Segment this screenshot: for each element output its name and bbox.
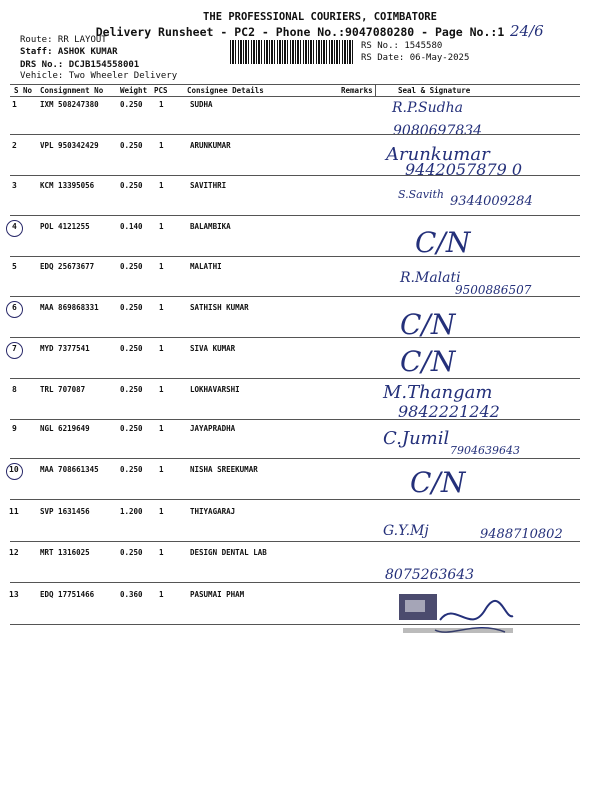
row-sno: 10 <box>9 465 19 474</box>
rubber-stamp <box>395 590 520 645</box>
row-signature: C.Jumil <box>383 428 450 449</box>
row-sno: 13 <box>9 590 19 599</box>
row-separator <box>10 458 580 459</box>
row-sno: 11 <box>9 507 19 516</box>
row-signature: 8075263643 <box>385 567 475 583</box>
row-pcs: 1 <box>159 181 164 190</box>
row-pcs: 1 <box>159 262 164 271</box>
row-weight: 0.250 <box>120 181 143 190</box>
staff: Staff: ASHOK KUMAR <box>20 47 118 57</box>
row-pcs: 1 <box>159 465 164 474</box>
row-signature-phone: 9442057879 0 <box>405 160 523 179</box>
row-weight: 0.250 <box>120 385 143 394</box>
header-top-line <box>10 84 580 85</box>
row-weight: 0.250 <box>120 548 143 557</box>
row-signature: M.Thangam <box>383 382 493 403</box>
row-sno: 6 <box>12 303 17 312</box>
rs-number: RS No.: 1545580 <box>361 41 443 51</box>
row-consignment: TRL 707087 <box>40 385 86 394</box>
row-consignment: MAA 869868331 <box>40 303 99 312</box>
row-consignment: IXM 508247380 <box>40 100 99 109</box>
row-weight: 0.140 <box>120 222 143 231</box>
row-signature-phone: 9344009284 <box>450 194 533 209</box>
row-separator <box>10 296 580 297</box>
row-signature-phone: 7904639643 <box>450 444 520 457</box>
row-pcs: 1 <box>159 548 164 557</box>
row-consignee: NISHA SREEKUMAR <box>190 465 258 474</box>
row-consignee: ARUNKUMAR <box>190 141 231 150</box>
row-pcs: 1 <box>159 100 164 109</box>
col-weight: Weight <box>120 86 148 95</box>
row-consignee: SATHISH KUMAR <box>190 303 249 312</box>
row-consignee: PASUMAI PHAM <box>190 590 245 599</box>
row-consignee: SUDHA <box>190 100 213 109</box>
row-pcs: 1 <box>159 590 164 599</box>
row-pcs: 1 <box>159 507 164 516</box>
runsheet-title: Delivery Runsheet - PC2 - Phone No.:9047080280 - Page No.:1 <box>95 25 505 39</box>
row-separator <box>10 419 580 420</box>
row-separator <box>10 175 580 176</box>
row-signature-phone: 9080697834 <box>393 123 483 139</box>
col-pcs: PCS <box>154 86 168 95</box>
row-separator <box>10 499 580 500</box>
row-weight: 0.250 <box>120 344 143 353</box>
row-pcs: 1 <box>159 141 164 150</box>
row-signature: S.Savith <box>398 188 444 201</box>
row-sno: 8 <box>12 385 17 394</box>
row-sno: 9 <box>12 424 17 433</box>
col-consignee: Consignee Details <box>187 86 264 95</box>
row-separator <box>10 134 580 135</box>
row-separator <box>10 337 580 338</box>
row-signature: Arunkumar <box>386 144 490 165</box>
row-weight: 0.250 <box>120 303 143 312</box>
row-signature: C/N <box>400 345 456 378</box>
row-consignment: POL 4121255 <box>40 222 90 231</box>
handwritten-page-note: 24/6 <box>510 22 544 40</box>
row-consignment: MAA 708661345 <box>40 465 99 474</box>
row-signature: R.P.Sudha <box>392 100 463 116</box>
row-separator <box>10 541 580 542</box>
row-signature-phone: 9842221242 <box>398 402 500 421</box>
row-weight: 0.360 <box>120 590 143 599</box>
row-signature-phone: 9488710802 <box>480 527 563 542</box>
row-consignment: EDQ 25673677 <box>40 262 95 271</box>
row-sno: 12 <box>9 548 19 557</box>
row-signature: G.Y.Mj <box>383 523 429 539</box>
row-separator <box>10 378 580 379</box>
row-consignee: MALATHI <box>190 262 222 271</box>
row-sno: 2 <box>12 141 17 150</box>
row-sno: 1 <box>12 100 17 109</box>
row-pcs: 1 <box>159 222 164 231</box>
row-separator <box>10 582 580 583</box>
row-signature: R.Malati <box>400 270 461 286</box>
row-weight: 0.250 <box>120 262 143 271</box>
row-consignee: SAVITHRI <box>190 181 227 190</box>
row-consignee: LOKHAVARSHI <box>190 385 240 394</box>
barcode-image <box>230 40 355 64</box>
rs-date: RS Date: 06-May-2025 <box>361 53 470 63</box>
row-consignment: MYD 7377541 <box>40 344 90 353</box>
row-separator <box>10 215 580 216</box>
row-weight: 0.250 <box>120 424 143 433</box>
row-consignment: NGL 6219649 <box>40 424 90 433</box>
row-consignment: MRT 1316025 <box>40 548 90 557</box>
row-signature: C/N <box>410 466 466 499</box>
row-pcs: 1 <box>159 344 164 353</box>
row-consignment: SVP 1631456 <box>40 507 90 516</box>
row-consignment: EDQ 17751466 <box>40 590 95 599</box>
row-signature-phone: 9500886507 <box>455 283 532 297</box>
row-weight: 0.250 <box>120 141 143 150</box>
route: Route: RR LAYOUT <box>20 35 107 45</box>
row-sno: 4 <box>12 222 17 231</box>
row-separator <box>10 256 580 257</box>
row-pcs: 1 <box>159 303 164 312</box>
col-remarks: Remarks <box>341 86 373 95</box>
row-pcs: 1 <box>159 424 164 433</box>
row-sno: 5 <box>12 262 17 271</box>
row-weight: 0.250 <box>120 465 143 474</box>
row-consignee: SIVA KUMAR <box>190 344 236 353</box>
header-bottom-line <box>10 96 580 97</box>
row-consignee: DESIGN DENTAL LAB <box>190 548 267 557</box>
row-sno: 7 <box>12 344 17 353</box>
row-sno: 3 <box>12 181 17 190</box>
company-name: THE PROFESSIONAL COURIERS, COIMBATORE <box>203 11 437 23</box>
row-weight: 0.250 <box>120 100 143 109</box>
col-consignment: Consignment No <box>40 86 104 95</box>
row-signature: C/N <box>415 226 471 259</box>
row-signature: C/N <box>400 308 456 341</box>
row-consignment: KCM 13395056 <box>40 181 95 190</box>
header-divider <box>375 84 376 96</box>
row-weight: 1.200 <box>120 507 143 516</box>
col-sno: S No <box>14 86 33 95</box>
row-consignee: JAYAPRADHA <box>190 424 236 433</box>
drs-number: DRS No.: DCJB154558001 <box>20 60 140 70</box>
vehicle: Vehicle: Two Wheeler Delivery <box>20 71 178 81</box>
row-consignee: BALAMBIKA <box>190 222 231 231</box>
row-consignment: VPL 950342429 <box>40 141 99 150</box>
row-consignee: THIYAGARAJ <box>190 507 236 516</box>
col-seal-signature: Seal & Signature <box>398 86 471 95</box>
row-pcs: 1 <box>159 385 164 394</box>
